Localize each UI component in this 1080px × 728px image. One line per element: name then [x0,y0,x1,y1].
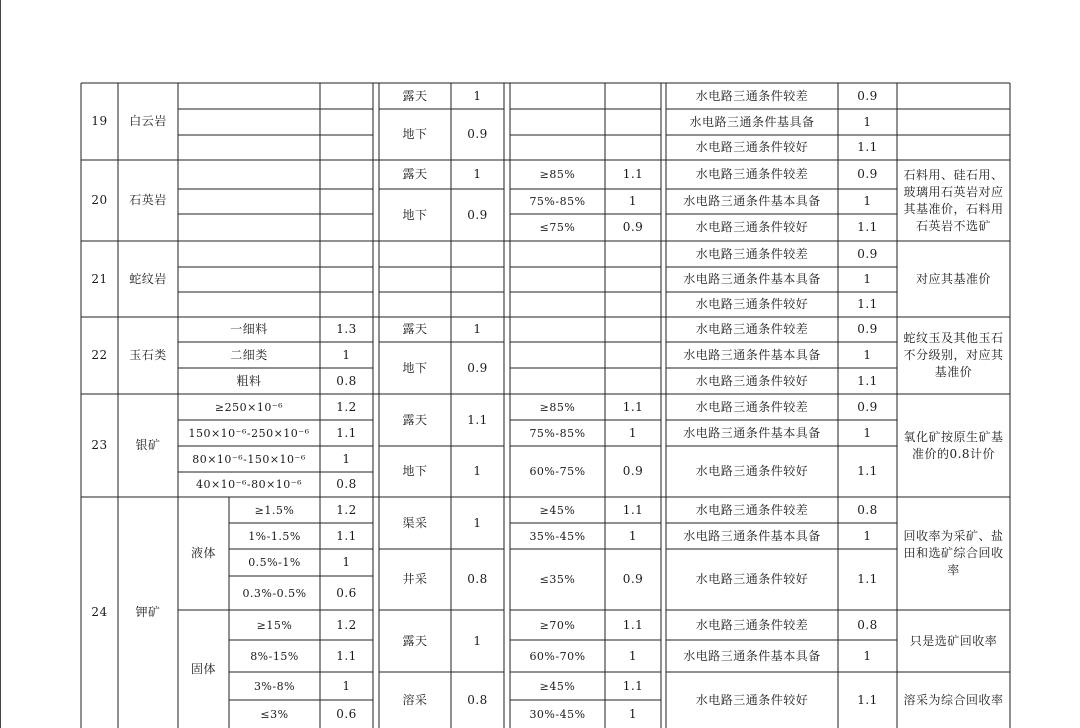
condition-text: 水电路三通条件较好 [695,692,809,707]
condition-text: 水电路三通条件较好 [695,464,809,478]
mineral-name: 银矿 [135,438,161,452]
mining-method: 溶采 [402,692,428,707]
remark-text: 石料用、硅石用、玻璃用石英岩对应其基准价，石料用石英岩不选矿 [903,167,1004,233]
grade-label: 1%-1.5% [248,529,301,543]
mining-method: 地下 [402,360,428,375]
grade-coefficient: 1.3 [336,322,357,336]
remark-text: 回收率为采矿、盐田和选矿综合回收率 [903,529,1004,577]
grade-label: 0.5%-1% [248,556,301,569]
recovery-coefficient: 1.1 [622,502,644,517]
mining-method: 露天 [402,412,428,427]
recovery-coefficient: 1 [628,194,638,208]
remark-text: 氧化矿按原生矿基准价的0.8计价 [903,429,1004,461]
recovery-range: ≥85% [539,168,576,181]
condition-text: 水电路三通条件较好 [695,140,809,154]
grade-coefficient: 1.2 [336,617,357,632]
grade-coefficient: 1 [342,678,351,693]
grade-label: 0.3%-0.5% [242,586,307,600]
condition-coefficient: 1 [863,425,872,440]
condition-text: 水电路三通条件基本具备 [683,425,821,440]
recovery-range: 60%-70% [529,649,586,663]
grade-coefficient: 1 [342,347,351,362]
condition-coefficient: 1 [863,528,872,543]
mining-coefficient: 1 [473,633,482,648]
recovery-range: 35%-45% [529,529,586,543]
mineral-name: 玉石类 [129,348,167,362]
condition-text: 水电路三通条件基本具备 [683,272,821,286]
mining-method: 地下 [402,464,428,478]
remark-text: 蛇纹玉及其他玉石不分级别，对应其基准价 [903,331,1004,379]
condition-coefficient: 1.1 [857,373,878,388]
grade-coefficient: 1.1 [336,528,357,543]
recovery-range: 75%-85% [529,195,586,208]
row-number: 20 [91,193,108,207]
condition-coefficient: 1 [863,272,872,286]
grade-label: 粗料 [236,373,262,388]
recovery-coefficient: 0.9 [622,220,644,234]
mining-coefficient: 0.9 [467,360,488,375]
recovery-range: ≤75% [539,221,576,234]
recovery-range: ≤35% [539,573,576,586]
row-number: 21 [91,271,108,286]
recovery-coefficient: 1 [628,528,638,543]
mining-method: 渠采 [402,515,428,530]
recovery-coefficient: 1 [628,425,638,440]
condition-coefficient: 1 [863,347,872,362]
mining-method: 露天 [402,322,428,336]
recovery-range: 75%-85% [529,426,586,440]
grade-label: ≥250×10⁻⁶ [214,400,284,414]
condition-text: 水电路三通条件基本具备 [683,194,821,208]
row-number: 24 [91,605,108,619]
condition-text: 水电路三通条件基具备 [689,114,815,129]
condition-text: 水电路三通条件较差 [695,617,809,632]
recovery-coefficient: 0.9 [622,464,644,478]
mining-method: 地下 [402,127,428,141]
condition-text: 水电路三通条件较差 [695,167,809,181]
mining-method: 井采 [402,572,428,586]
grade-coefficient: 0.8 [336,477,357,491]
condition-text: 水电路三通条件较差 [695,88,809,103]
condition-coefficient: 0.9 [857,167,878,181]
condition-coefficient: 1.1 [857,220,878,234]
condition-coefficient: 1 [863,114,872,129]
mining-method: 露天 [402,633,428,648]
mineral-name: 蛇纹岩 [129,271,167,286]
mining-coefficient: 1 [473,464,482,478]
mining-coefficient: 1 [473,515,482,530]
recovery-coefficient: 1 [628,648,638,663]
grade-label: 二细类 [230,347,268,362]
grade-label: ≥1.5% [254,503,295,517]
recovery-coefficient: 1.1 [622,617,644,632]
remark-text: 对应其基准价 [915,271,991,286]
remark-text: 只是选矿回收率 [909,633,998,648]
mining-coefficient: 1 [473,167,482,181]
grade-coefficient: 1 [342,451,351,466]
condition-text: 水电路三通条件较差 [695,246,809,261]
grade-label: 40×10⁻⁶-80×10⁻⁶ [195,478,303,491]
row-number: 19 [91,114,108,128]
condition-coefficient: 1.1 [857,140,878,154]
condition-coefficient: 1 [863,648,872,663]
grade-coefficient: 1.1 [336,648,357,663]
subgroup-label: 液体 [190,546,216,560]
mining-coefficient: 0.8 [467,572,488,586]
condition-text: 水电路三通条件较好 [695,373,809,388]
mining-coefficient: 1 [473,322,482,336]
condition-coefficient: 0.9 [857,88,878,103]
grade-coefficient: 0.6 [336,706,357,721]
recovery-coefficient: 1.1 [622,678,644,693]
condition-text: 水电路三通条件较差 [695,502,809,517]
mineral-name: 石英岩 [129,193,167,207]
condition-coefficient: 0.8 [857,617,878,632]
grade-coefficient: 1.2 [336,502,357,517]
condition-coefficient: 0.8 [857,502,878,517]
mining-coefficient: 1.1 [467,412,488,427]
subgroup-label: 固体 [190,661,216,676]
grade-label: 8%-15% [250,649,299,663]
condition-text: 水电路三通条件基本具备 [683,347,821,362]
condition-coefficient: 1 [863,194,872,208]
recovery-coefficient: 1.1 [622,167,644,181]
grade-label: 150×10⁻⁶-250×10⁻⁶ [188,426,310,440]
grade-coefficient: 0.6 [336,585,357,600]
condition-text: 水电路三通条件较好 [695,572,809,586]
grade-coefficient: 1 [342,555,351,569]
condition-text: 水电路三通条件基本具备 [683,528,821,543]
row-number: 23 [91,438,108,452]
condition-text: 水电路三通条件较差 [695,322,809,336]
condition-coefficient: 0.9 [857,246,878,261]
condition-coefficient: 1.1 [857,692,878,707]
grade-label: 一细料 [230,322,268,336]
condition-coefficient: 1.1 [857,464,878,478]
grade-label: 3%-8% [253,679,296,693]
recovery-range: ≥70% [539,618,576,632]
condition-text: 水电路三通条件较好 [695,220,809,234]
recovery-range: ≥85% [539,400,576,414]
condition-text: 水电路三通条件较好 [695,297,809,311]
condition-text: 水电路三通条件较差 [695,399,809,414]
mineral-name: 钾矿 [135,605,161,619]
condition-coefficient: 1.1 [857,297,878,311]
grade-label: ≤3% [260,707,289,721]
grade-label: 80×10⁻⁶-150×10⁻⁶ [192,452,306,466]
mining-method: 露天 [402,167,428,181]
mining-coefficient: 0.9 [467,207,488,222]
mineral-name: 白云岩 [129,114,167,128]
recovery-coefficient: 1 [628,706,638,721]
mining-method: 地下 [402,207,428,222]
row-number: 22 [91,348,108,362]
grade-coefficient: 0.8 [336,373,357,388]
grade-label: ≥15% [256,618,293,632]
recovery-range: ≥45% [539,679,576,693]
recovery-range: 60%-75% [529,465,586,478]
recovery-range: ≥45% [539,503,576,517]
remark-text: 溶采为综合回收率 [903,692,1004,707]
condition-coefficient: 0.9 [857,322,878,336]
recovery-range: 30%-45% [529,707,586,721]
mining-coefficient: 1 [473,88,482,103]
recovery-coefficient: 1.1 [622,399,644,414]
condition-coefficient: 0.9 [857,399,878,414]
mining-coefficient: 0.9 [467,127,488,141]
grade-coefficient: 1.2 [336,399,357,414]
condition-coefficient: 1.1 [857,572,878,586]
grade-coefficient: 1.1 [336,425,357,440]
condition-text: 水电路三通条件基本具备 [683,648,821,663]
recovery-coefficient: 0.9 [622,572,644,586]
mining-method: 露天 [402,88,428,103]
mining-coefficient: 0.8 [467,692,488,707]
